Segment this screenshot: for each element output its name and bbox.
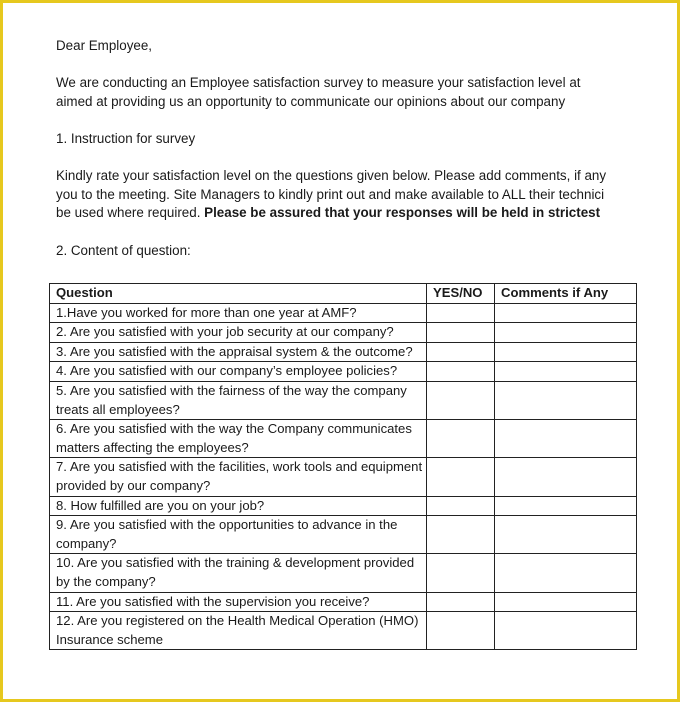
table-row xyxy=(50,612,637,650)
yes-no-cell[interactable] xyxy=(427,516,495,554)
instruction-line-1: Kindly rate your satisfaction level on the questions given below. Please add comments, if any xyxy=(56,168,607,184)
instruction-line-3-bold: Please be assured that your responses will be held in strictest xyxy=(200,205,601,221)
intro-line-2: aimed at providing us an opportunity to communicate our opinions about our company xyxy=(56,93,566,109)
table-header-row xyxy=(50,284,637,304)
question-text: 1.Have you worked for more than one year at AMF? xyxy=(56,304,357,320)
question-text: 6. Are you satisfied with the way the Company communicates matters affecting the employees? xyxy=(56,421,412,455)
yes-no-cell[interactable] xyxy=(427,342,495,362)
comments-cell[interactable] xyxy=(495,381,637,419)
question-text: 3. Are you satisfied with the appraisal system & the outcome? xyxy=(56,343,413,359)
question-text: 12. Are you registered on the Health Medical Operation (HMO) Insurance scheme xyxy=(56,613,419,647)
header-yes-no: YES/NO xyxy=(427,284,495,304)
table-row xyxy=(50,420,637,458)
question-cell xyxy=(50,516,427,554)
table-row xyxy=(50,496,637,516)
question-text: 8. How fulfilled are you on your job? xyxy=(56,497,265,513)
survey-table xyxy=(49,283,637,650)
table-row xyxy=(50,303,637,323)
yes-no-cell[interactable] xyxy=(427,303,495,323)
section-1-heading: 1. Instruction for survey xyxy=(56,130,196,146)
comments-cell[interactable] xyxy=(495,612,637,650)
comments-cell[interactable] xyxy=(495,554,637,592)
comments-cell[interactable] xyxy=(495,458,637,496)
question-cell xyxy=(50,381,427,419)
question-text: 10. Are you satisfied with the training & development provided by the company? xyxy=(56,555,415,589)
question-cell xyxy=(50,554,427,592)
comments-cell[interactable] xyxy=(495,323,637,343)
table-row xyxy=(50,381,637,419)
question-text: 2. Are you satisfied with your job security at our company? xyxy=(56,324,394,340)
yes-no-cell[interactable] xyxy=(427,592,495,612)
comments-cell[interactable] xyxy=(495,342,637,362)
instruction-line-2: you to the meeting. Site Managers to kindly print out and make available to ALL their technici xyxy=(56,186,605,202)
comments-cell[interactable] xyxy=(495,496,637,516)
question-cell xyxy=(50,362,427,382)
header-comments: Comments if Any xyxy=(495,284,637,304)
header-question: Question xyxy=(50,284,427,304)
table-row xyxy=(50,362,637,382)
yes-no-cell[interactable] xyxy=(427,323,495,343)
table-row xyxy=(50,516,637,554)
yes-no-cell[interactable] xyxy=(427,496,495,516)
question-cell xyxy=(50,420,427,458)
question-cell xyxy=(50,342,427,362)
comments-cell[interactable] xyxy=(495,420,637,458)
letter-body xyxy=(56,37,676,260)
section-2-heading: 2. Content of question: xyxy=(56,242,191,258)
table-row xyxy=(50,592,637,612)
question-cell xyxy=(50,592,427,612)
question-cell xyxy=(50,458,427,496)
instruction-line-3-normal: be used where required. xyxy=(56,205,201,221)
table-row xyxy=(50,342,637,362)
intro-line-1: We are conducting an Employee satisfaction survey to measure your satisfaction level at xyxy=(56,75,581,91)
question-cell xyxy=(50,323,427,343)
yes-no-cell[interactable] xyxy=(427,420,495,458)
survey-table-body xyxy=(50,303,637,650)
comments-cell[interactable] xyxy=(495,516,637,554)
comments-cell[interactable] xyxy=(495,303,637,323)
comments-cell[interactable] xyxy=(495,362,637,382)
question-cell xyxy=(50,496,427,516)
table-row xyxy=(50,323,637,343)
question-text: 9. Are you satisfied with the opportunities to advance in the company? xyxy=(56,517,398,551)
question-cell xyxy=(50,303,427,323)
yes-no-cell[interactable] xyxy=(427,612,495,650)
question-text: 7. Are you satisfied with the facilities, work tools and equipment provided by our company? xyxy=(56,459,423,493)
question-cell xyxy=(50,612,427,650)
greeting: Dear Employee, xyxy=(56,38,153,53)
comments-cell[interactable] xyxy=(495,592,637,612)
question-text: 11. Are you satisfied with the supervision you receive? xyxy=(56,593,370,609)
table-row xyxy=(50,458,637,496)
yes-no-cell[interactable] xyxy=(427,381,495,419)
question-text: 4. Are you satisfied with our company’s employee policies? xyxy=(56,363,398,379)
yes-no-cell[interactable] xyxy=(427,362,495,382)
yes-no-cell[interactable] xyxy=(427,458,495,496)
yes-no-cell[interactable] xyxy=(427,554,495,592)
question-text: 5. Are you satisfied with the fairness of the way the company treats all employees? xyxy=(56,382,407,417)
instruction-line-3 xyxy=(56,204,676,223)
table-row xyxy=(50,554,637,592)
